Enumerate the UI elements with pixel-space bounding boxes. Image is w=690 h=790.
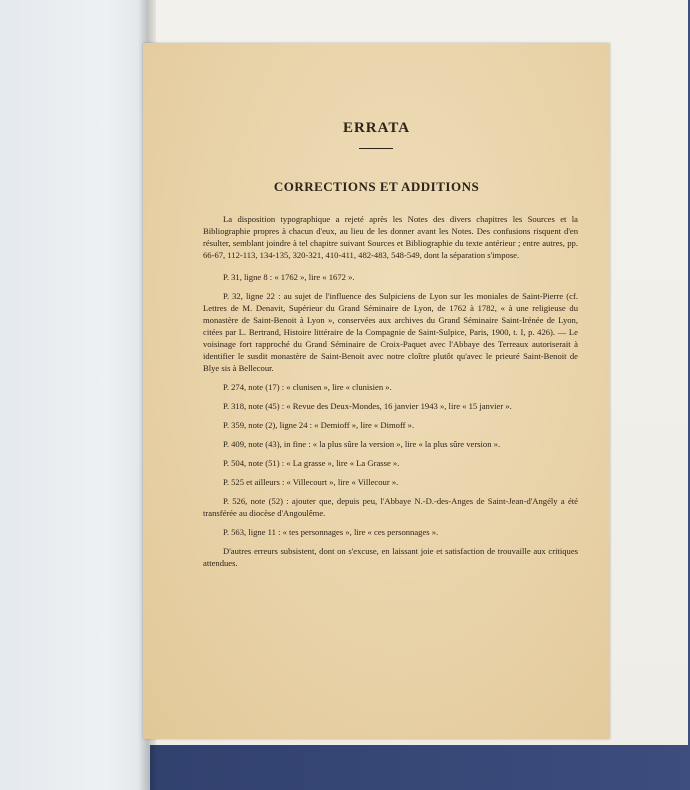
errata-subtitle: CORRECTIONS ET ADDITIONS — [273, 179, 480, 194]
errata-slip — [143, 43, 610, 739]
correction-entry: P. 409, note (43), in fine : « la plus sûre la version », lire « la plus sûre version ». — [223, 439, 501, 449]
title-divider — [359, 148, 393, 149]
errata-title: ERRATA — [342, 120, 411, 136]
left-page — [0, 0, 150, 790]
correction-entry: P. 31, ligne 8 : « 1762 », lire « 1672 ». — [223, 272, 355, 282]
correction-entry: P. 32, ligne 22 : au sujet de l'influence des Sulpiciens de Lyon sur les moniales de Saint-Pierre (cf. Lettres de M. Denavit, Supérieur du Grand Séminaire de Lyon, de 1762 à 1782, « à une religieuse du monastère de Saint-Benoit à Lyon », conservées aux archives du Grand Séminaire Saint-Irénée de Lyon, citées par L. Bertrand, Histoire littéraire de la Compagnie de Saint-Sulpice, Paris, 1900, t. I, p. 426). — Le voisinage fort rapproché du Grand Séminaire de Croix-Paquet avec l'Abbaye des Terreaux autoriserait à identifier le susdit monastère de Saint-Benoit avec notre cloître plutôt qu'avec le prieuré Saint-Benoit de Blye sis à Bellecour. — [203, 291, 578, 373]
correction-entry: P. 504, note (51) : « La grasse », lire « La Grasse ». — [223, 458, 400, 468]
closing-paragraph: D'autres erreurs subsistent, dont on s'excuse, en laissant joie et satisfaction de trouvaille aux critiques attendues. — [203, 546, 578, 568]
errata-body — [203, 213, 578, 576]
correction-entry: P. 274, note (17) : « clunisen », lire « clunisien ». — [223, 382, 392, 392]
intro-paragraph: La disposition typographique a rejeté après les Notes des divers chapitres les Sources et la Bibliographie propres à chacun d'eux, au lieu de les donner avant les Notes. Des confusions risquent d'en résulter, semblant joindre à tel chapitre suivant Sources et Bibliographie du texte antérieur ; entre autres, pp. 66-67, 112-113, 134-135, 320-321, 410-411, 482-483, 548-549, dont la séparation s'impose. — [203, 214, 578, 260]
correction-entry: P. 563, ligne 11 : « tes personnages », lire « ces personnages ». — [223, 527, 439, 537]
correction-entry: P. 526, note (52) : ajouter que, depuis peu, l'Abbaye N.-D.-des-Anges de Saint-Jean-d'Angély a été transférée au diocèse d'Angoulême. — [203, 496, 578, 518]
correction-entry: P. 318, note (45) : « Revue des Deux-Mondes, 16 janvier 1943 », lire « 15 janvier ». — [223, 401, 512, 411]
correction-entry: P. 525 et ailleurs : « Villecourt », lire « Villecour ». — [223, 477, 399, 487]
correction-entry: P. 359, note (2), ligne 24 : « Demioff », lire « Dimoff ». — [223, 420, 415, 430]
